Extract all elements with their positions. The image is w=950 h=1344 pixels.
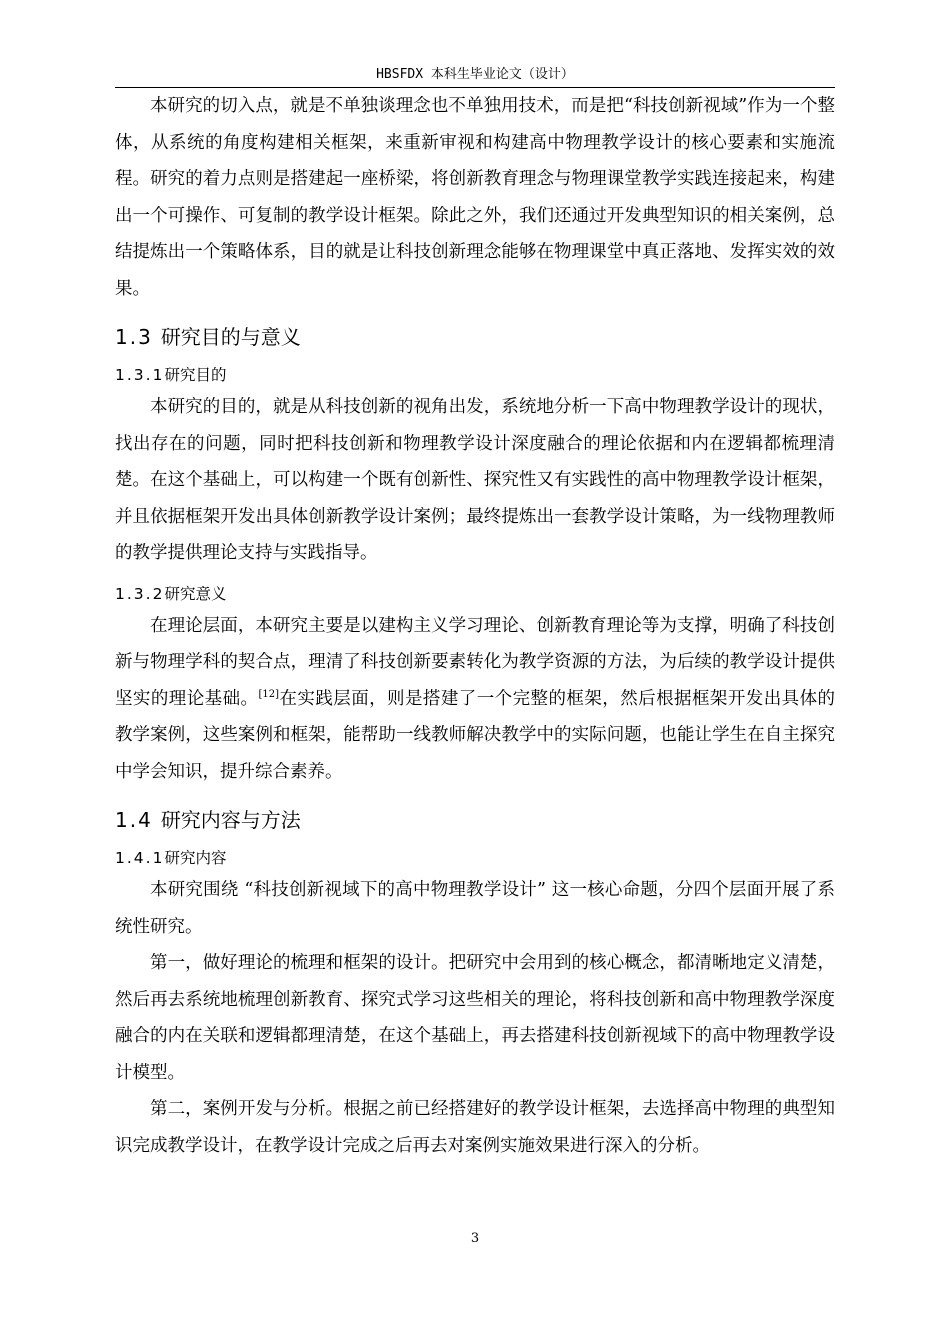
running-header	[115, 62, 835, 88]
paragraph-content-second: 第二，案例开发与分析。根据之前已经搭建好的教学设计框架，去选择高中物理的典型知识完成教学设计，在教学设计完成之后再去对案例实施效果进行深入的分析。	[115, 1099, 835, 1156]
page-body	[115, 88, 835, 1164]
running-title: HBSFDX 本科生毕业论文（设计）	[376, 67, 574, 82]
heading-1-3-1	[115, 361, 835, 389]
heading-number: 1.4.1	[115, 849, 165, 867]
heading-title: 研究意义	[164, 584, 227, 603]
heading-title: 研究内容与方法	[160, 808, 301, 832]
page-number: 3	[470, 1231, 480, 1246]
significance-text-practice: 在实践层面，则是搭建了一个完整的框架，然后根据框架开发出具体的教学案例，这些案例和框架，能帮助一线教师解决教学中的实际问题，也能让学生在自主探究中学会知识，提升综合素养。	[115, 688, 836, 782]
heading-title: 研究目的与意义	[160, 325, 301, 349]
paragraph-research-purpose: 本研究的目的，就是从科技创新的视角出发，系统地分析一下高中物理教学设计的现状，找出存在的问题，同时把科技创新和物理教学设计深度融合的理论依据和内在逻辑都梳理清楚。在这个基础上，可以构建一个既有创新性、探究性又有实践性的高中物理教学设计框架，并且依据框架开发出具体创新教学设计案例；最终提炼出一套教学设计策略，为一线物理教师的教学提供理论支持与实践指导。	[115, 397, 835, 563]
heading-number: 1.4	[115, 808, 153, 832]
heading-1-3	[115, 321, 835, 353]
heading-1-4	[115, 804, 835, 836]
heading-number: 1.3	[115, 325, 153, 349]
citation-reference: [12]	[258, 688, 280, 700]
heading-1-4-1	[115, 844, 835, 872]
heading-number: 1.3.2	[115, 584, 165, 603]
paragraph-research-significance	[115, 608, 835, 791]
heading-number: 1.3.1	[115, 366, 165, 384]
paragraph-content-first: 第一，做好理论的梳理和框架的设计。把研究中会用到的核心概念，都清晰地定义清楚，然后再去系统地梳理创新教育、探究式学习这些相关的理论，将科技创新和高中物理教学深度融合的内在关联和逻辑都理清楚，在这个基础上，再去搭建科技创新视域下的高中物理教学设计模型。	[115, 953, 835, 1083]
heading-title: 研究目的	[164, 366, 227, 384]
significance-text-theory: 在理论层面，本研究主要是以建构主义学习理论、创新教育理论等为支撑，明确了科技创新与物理学科的契合点，理清了科技创新要素转化为教学资源的方法，为后续的教学设计提供坚实的理论基础。	[115, 615, 835, 709]
heading-1-3-2	[115, 580, 835, 608]
heading-title: 研究内容	[164, 849, 227, 867]
paragraph-content-intro: 本研究围绕 “科技创新视域下的高中物理教学设计” 这一核心命题，分四个层面开展了系统性研究。	[115, 880, 835, 937]
paragraph-entry-point: 本研究的切入点，就是不单独谈理念也不单独用技术，而是把“科技创新视域”作为一个整体，从系统的角度构建相关框架，来重新审视和构建高中物理教学设计的核心要素和实施流程。研究的着力点则是搭建起一座桥梁，将创新教育理念与物理课堂教学实践连接起来，构建出一个可操作、可复制的教学设计框架。除此之外，我们还通过开发典型知识的相关案例，总结提炼出一个策略体系，目的就是让科技创新理念能够在物理课堂中真正落地、发挥实效的效果。	[115, 96, 835, 299]
